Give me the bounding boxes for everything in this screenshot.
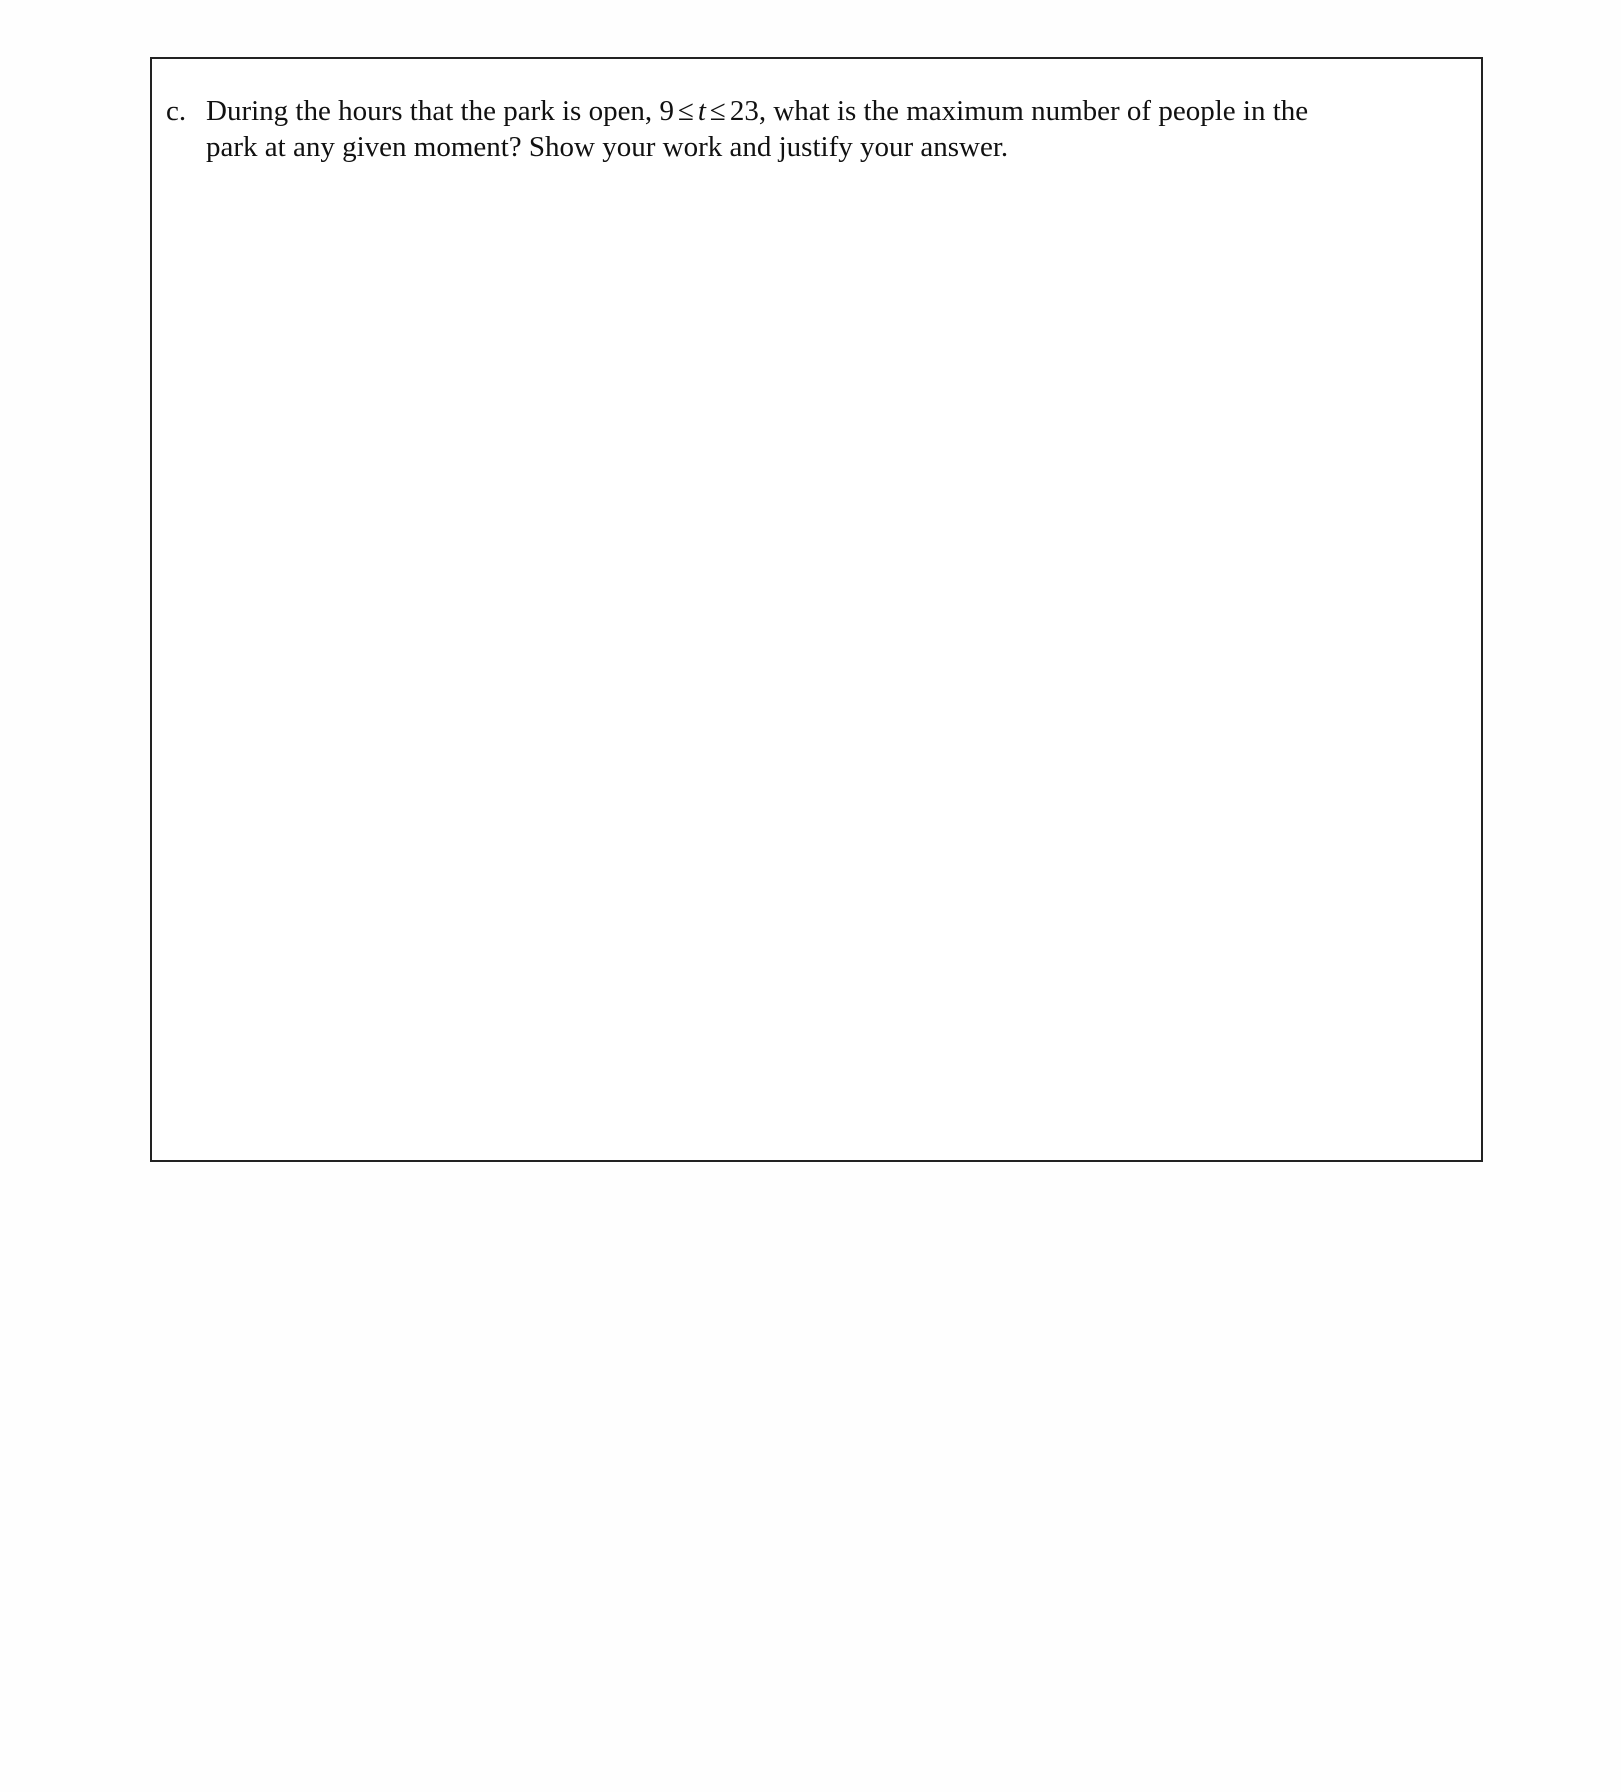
inequality-op-1: ≤ <box>677 95 694 127</box>
question-text-before-math: During the hours that the park is open, <box>206 95 653 127</box>
inequality-op-2: ≤ <box>709 95 726 127</box>
inequality-variable: t <box>697 95 706 127</box>
answer-box[interactable] <box>150 57 1483 1162</box>
question-c <box>166 93 1466 165</box>
question-line-1 <box>166 93 1466 129</box>
inequality-lower: 9 <box>659 95 674 127</box>
question-text-after-math: , what is the maximum number of people in the <box>758 95 1309 127</box>
inequality-upper: 23 <box>729 95 759 127</box>
inequality <box>659 95 758 127</box>
question-text-line-2: park at any given moment? Show your work and justify your answer. <box>206 131 1009 163</box>
question-label: c. <box>166 95 187 127</box>
question-text-line-1 <box>206 93 1308 129</box>
